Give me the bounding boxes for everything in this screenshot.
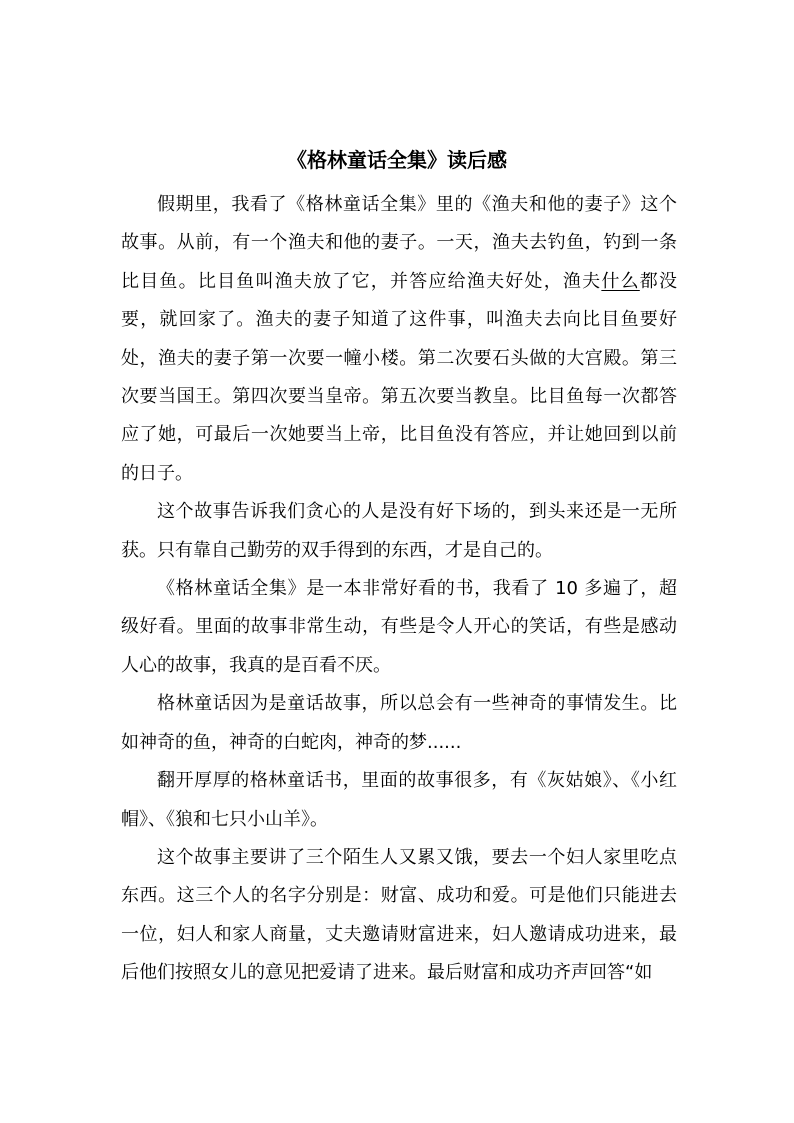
paragraph-1-before: 假期里，我看了《格林童话全集》里的《渔夫和他的妻子》这个故事。从前，有一个渔夫和他的妻子。一天，渔夫去钓鱼，钓到一条比目鱼。比目鱼叫渔夫放了它，并答应给渔夫好处，渔夫	[121, 194, 677, 292]
paragraph-6: 这个故事主要讲了三个陌生人又累又饿，要去一个妇人家里吃点东西。这三个人的名字分别是：财富、成功和爱。可是他们只能进去一位，妇人和家人商量，丈夫邀请财富进来，妇人邀请成功进来，最后他们按照女儿的意见把爱请了进来。最后财富和成功齐声回答“如	[121, 846, 677, 984]
paragraph-3: 《格林童话全集》是一本非常好看的书，我看了 10 多遍了，超级好看。里面的故事非常生动，有些是令人开心的笑话，有些是感动人心的故事，我真的是百看不厌。	[121, 578, 677, 676]
document-body	[121, 186, 677, 993]
paragraph-1	[121, 186, 677, 493]
paragraph-5: 翻开厚厚的格林童话书，里面的故事很多，有《灰姑娘》、《小红帽》、《狼和七只小山羊》。	[121, 770, 677, 830]
paragraph-2: 这个故事告诉我们贪心的人是没有好下场的，到头来还是一无所获。只有靠自己勤劳的双手得到的东西，才是自己的。	[121, 501, 677, 561]
underlined-word: 什么	[601, 270, 640, 292]
paragraph-4: 格林童话因为是童话故事，所以总会有一些神奇的事情发生。比如神奇的鱼，神奇的白蛇肉，神奇的梦......	[121, 693, 677, 753]
document-title: 《格林童话全集》读后感	[287, 148, 507, 172]
paragraph-1-after: 都没要，就回家了。渔夫的妻子知道了这件事，叫渔夫去向比目鱼要好处，渔夫的妻子第一次要一幢小楼。第二次要石头做的大宫殿。第三次要当国王。第四次要当皇帝。第五次要当教皇。比目鱼每一次都答应了她，可最后一次她要当上帝，比目鱼没有答应，并让她回到以前的日子。	[121, 270, 678, 484]
